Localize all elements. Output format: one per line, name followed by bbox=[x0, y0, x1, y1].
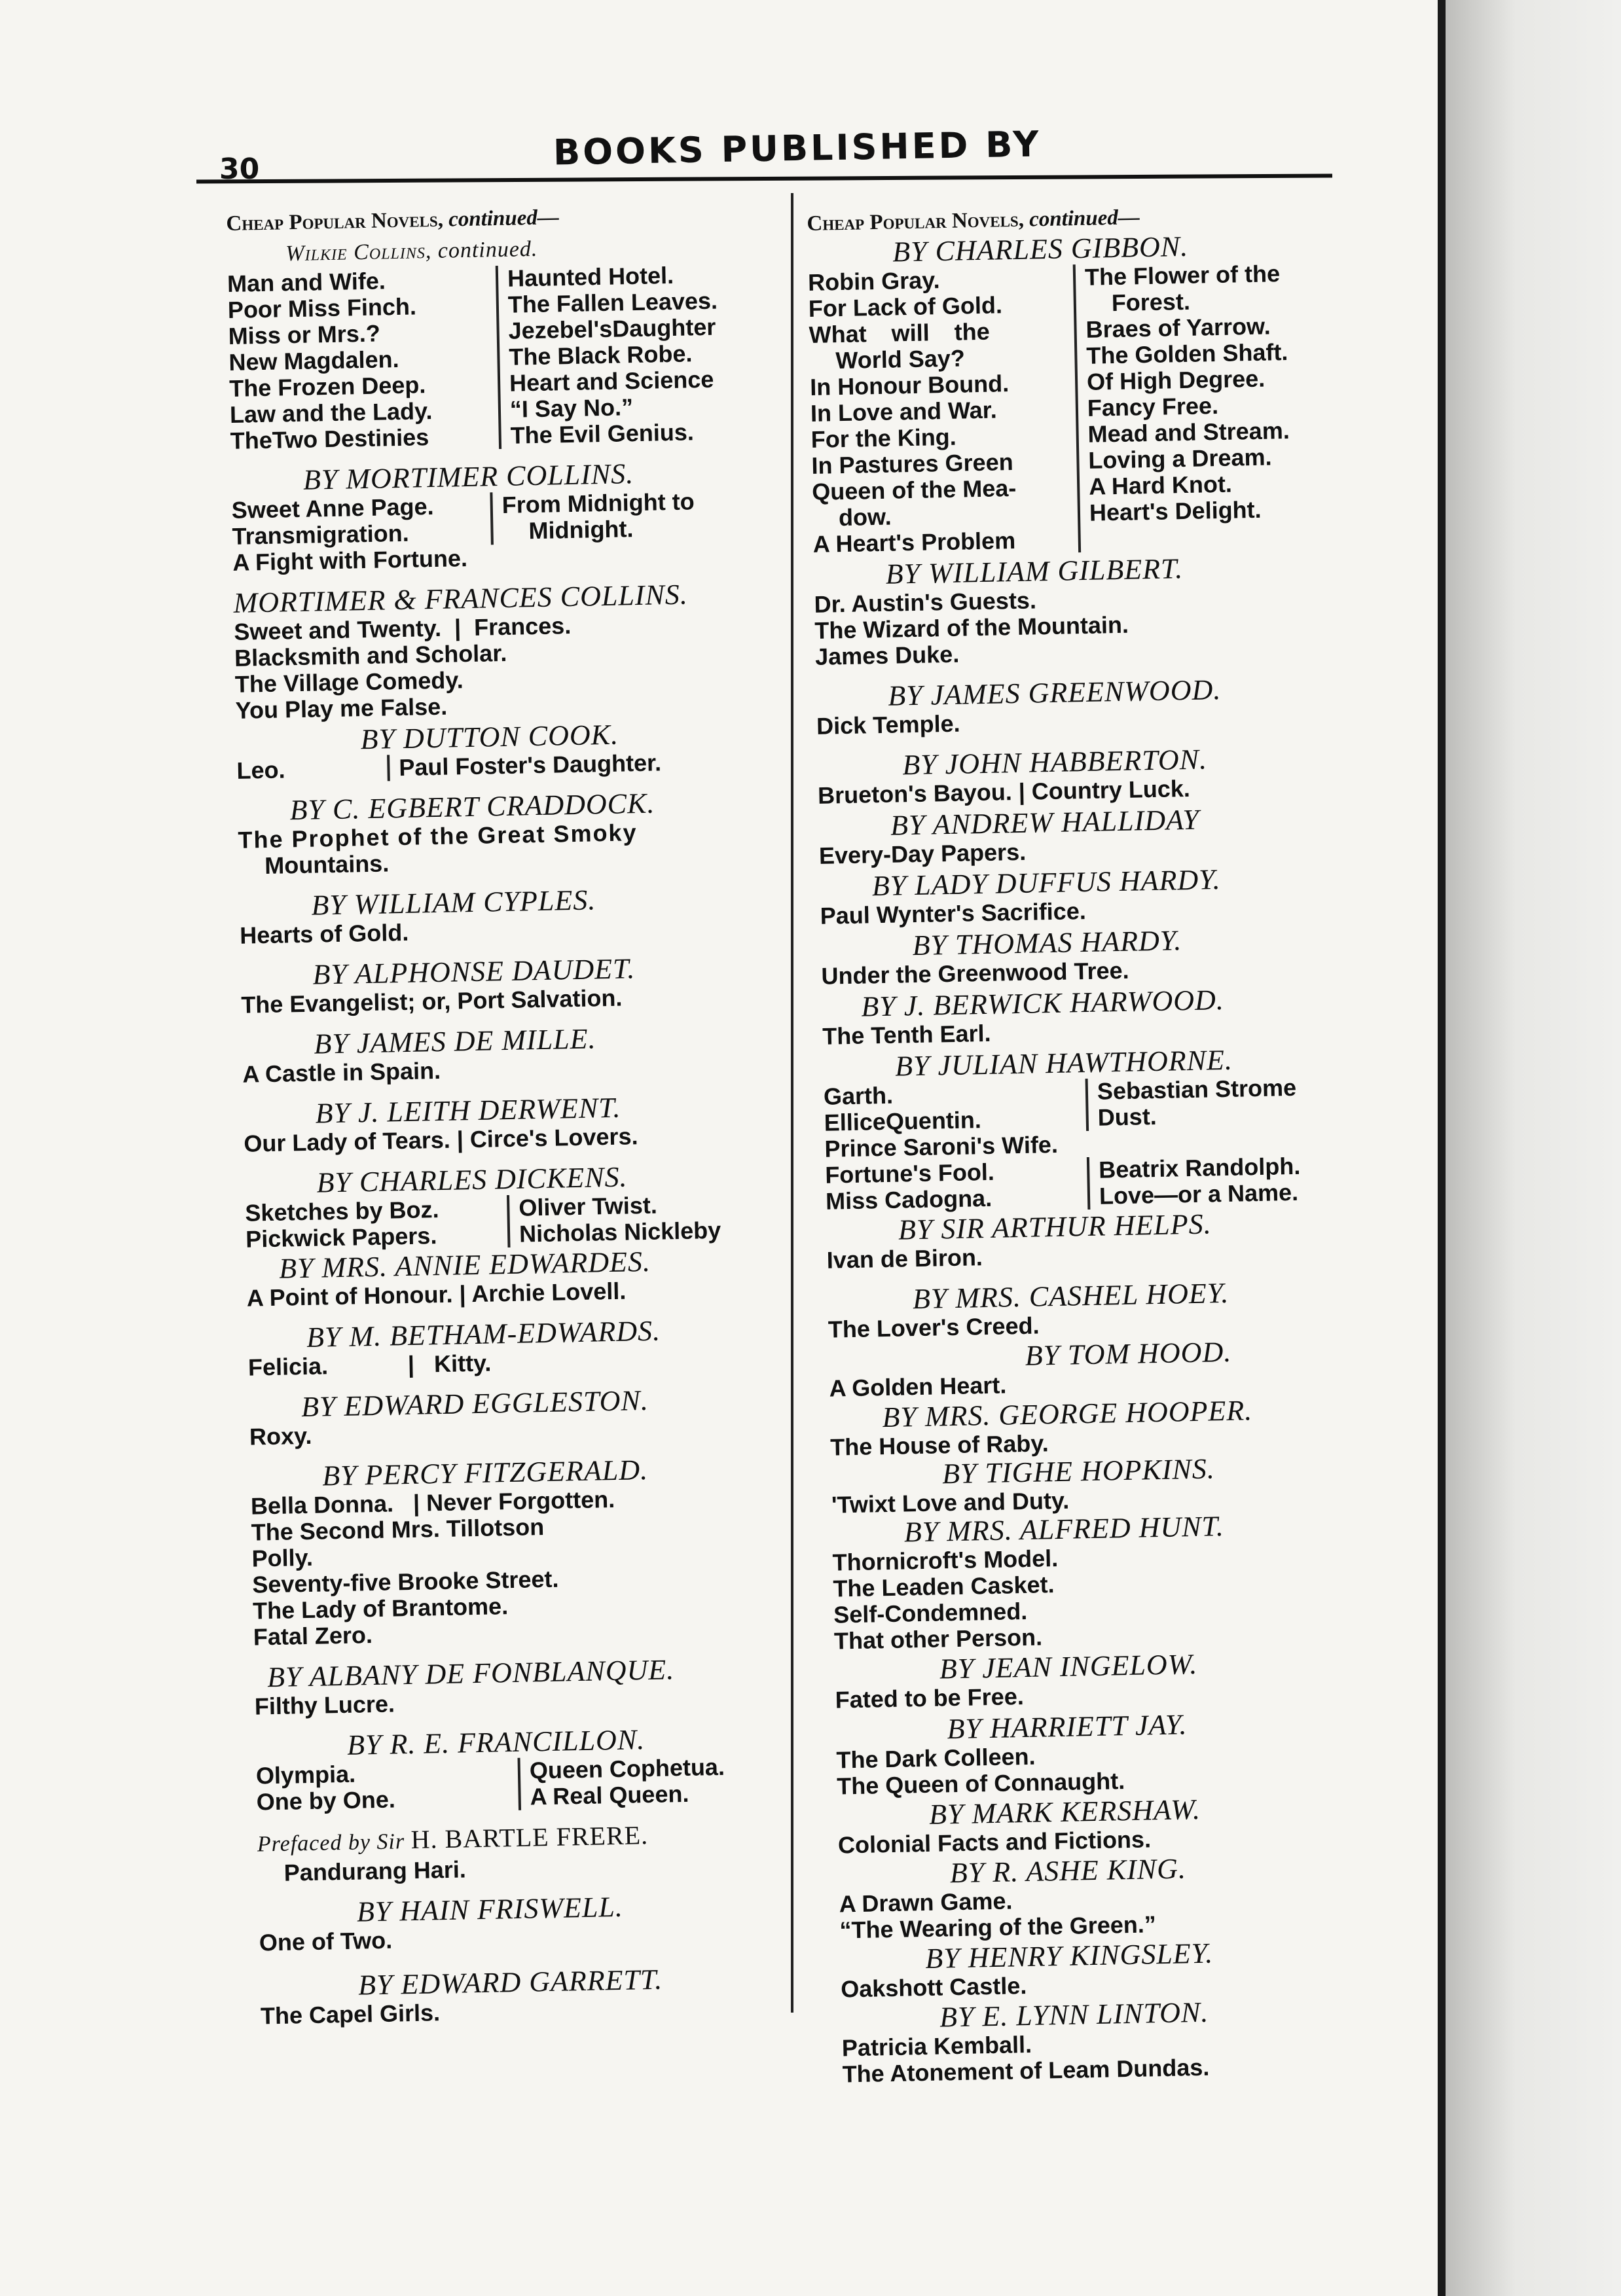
book-title: Dr. Austin's Guests. bbox=[814, 586, 1037, 618]
book-title: The Capel Girls. bbox=[260, 1999, 441, 2030]
book-title: dow. bbox=[838, 503, 892, 531]
book-title: Queen Cophetua. bbox=[529, 1753, 725, 1784]
book-title: Pandurang Hari. bbox=[283, 1856, 467, 1886]
book-title: The Evangelist; or, Port Salvation. bbox=[240, 984, 623, 1018]
book-title: Law and the Lady. bbox=[229, 397, 433, 428]
book-title: That other Person. bbox=[833, 1623, 1043, 1655]
page-shadow bbox=[1446, 0, 1621, 2296]
title-pair bbox=[245, 1189, 809, 1252]
title-pair bbox=[825, 1151, 1389, 1214]
author-heading: BY WILLIAM CYPLES. bbox=[310, 884, 596, 922]
book-title: The Lover's Creed. bbox=[828, 1312, 1040, 1343]
book-title: Fated to be Free. bbox=[835, 1683, 1025, 1713]
book-title: The Black Robe. bbox=[509, 340, 693, 370]
author-heading: BY THOMAS HARDY. bbox=[912, 924, 1182, 962]
book-title: Filthy Lucre. bbox=[254, 1690, 395, 1720]
book-title: Every-Day Papers. bbox=[818, 838, 1027, 869]
book-title: Paul Foster's Daughter. bbox=[399, 749, 662, 781]
book-title: Garth. bbox=[823, 1081, 894, 1110]
book-title: Braes of Yarrow. bbox=[1085, 312, 1271, 343]
author-heading: BY M. BETHAM-EDWARDS. bbox=[306, 1314, 661, 1354]
book-title: Self-Condemned. bbox=[833, 1597, 1028, 1628]
book-title: Robin Gray. bbox=[807, 266, 940, 296]
author-heading: BY JEAN INGELOW. bbox=[939, 1647, 1198, 1685]
book-title-line: Bella Donna. | Never Forgotten. bbox=[250, 1485, 615, 1520]
author-heading: BY R. ASHE KING. bbox=[949, 1852, 1187, 1890]
author-heading: BY CHARLES GIBBON. bbox=[892, 230, 1189, 268]
book-title: 'Twixt Love and Duty. bbox=[831, 1486, 1070, 1518]
book-title: The Dark Colleen. bbox=[836, 1742, 1036, 1774]
book-title: Jezebel'sDaughter bbox=[508, 313, 716, 344]
author-heading: MORTIMER & FRANCES COLLINS. bbox=[233, 578, 689, 619]
book-title: A Fight with Fortune. bbox=[232, 545, 468, 576]
book-title: Man and Wife. bbox=[227, 267, 386, 297]
book-title: Of High Degree. bbox=[1086, 365, 1266, 395]
book-title: The Golden Shaft. bbox=[1085, 338, 1288, 369]
book-title-line: Our Lady of Tears. | Circe's Lovers. bbox=[244, 1122, 638, 1157]
book-title: Beatrix Randolph. bbox=[1098, 1152, 1301, 1183]
book-title: A Drawn Game. bbox=[839, 1887, 1013, 1918]
book-title: Sketches by Boz. bbox=[245, 1196, 439, 1227]
book-title: In Honour Bound. bbox=[809, 370, 1010, 401]
book-title: “I Say No.” bbox=[509, 393, 634, 423]
page-edge bbox=[1438, 0, 1446, 2296]
book-title: Sebastian Strome bbox=[1097, 1073, 1297, 1105]
book-title: The Lady of Brantome. bbox=[252, 1592, 509, 1624]
book-title-line: | Kitty. bbox=[407, 1349, 492, 1378]
author-heading: BY C. EGBERT CRADDOCK. bbox=[289, 787, 655, 827]
book-title: The House of Raby. bbox=[829, 1429, 1049, 1461]
book-title: World Say? bbox=[835, 344, 966, 374]
book-title: The Frozen Deep. bbox=[228, 371, 426, 402]
book-title: Patricia Kemball. bbox=[841, 2030, 1032, 2062]
author-heading: BY DUTTON COOK. bbox=[360, 718, 619, 756]
book-title: Nicholas Nickleby bbox=[519, 1216, 721, 1247]
book-title: Ivan de Biron. bbox=[826, 1244, 983, 1274]
author-heading: BY J. LEITH DERWENT. bbox=[315, 1091, 621, 1130]
book-title: Pickwick Papers. bbox=[245, 1222, 437, 1253]
running-head: BOOKS PUBLISHED BY bbox=[553, 123, 1042, 173]
book-title: Mead and Stream. bbox=[1087, 416, 1290, 448]
author-heading: Wilkie Collins, continued. bbox=[285, 236, 538, 266]
book-title-line: Sweet and Twenty. | Frances. bbox=[233, 611, 572, 645]
book-title: The Second Mrs. Tillotson bbox=[251, 1513, 545, 1546]
book-title: For Lack of Gold. bbox=[808, 291, 1003, 322]
book-title: Dick Temple. bbox=[816, 709, 960, 740]
book-title: Paul Wynter's Sacrifice. bbox=[820, 897, 1087, 929]
book-title: TheTwo Destinies bbox=[230, 423, 429, 454]
right-column bbox=[807, 198, 1406, 2087]
book-title: The Leaden Casket. bbox=[833, 1571, 1055, 1602]
book-title: Miss or Mrs.? bbox=[228, 319, 381, 350]
author-heading: BY MARK KERSHAW. bbox=[928, 1793, 1201, 1831]
title-pair bbox=[808, 259, 1376, 557]
book-title-line: Brueton's Bayou. | Country Luck. bbox=[817, 774, 1191, 809]
book-title: Under the Greenwood Tree. bbox=[821, 956, 1129, 990]
book-title: Prince Saroni's Wife. bbox=[824, 1130, 1059, 1162]
book-title: The Tenth Earl. bbox=[822, 1019, 991, 1050]
book-title: Oliver Twist. bbox=[518, 1191, 658, 1221]
author-heading: BY PERCY FITZGERALD. bbox=[321, 1453, 649, 1492]
book-title: The Flower of the bbox=[1084, 260, 1281, 291]
author-heading: BY JAMES GREENWOOD. bbox=[887, 673, 1222, 712]
title-pair bbox=[256, 1752, 820, 1815]
page-header bbox=[219, 123, 1332, 186]
book-title: Olympia. bbox=[255, 1760, 356, 1789]
book-title: Transmigration. bbox=[232, 519, 409, 550]
book-title: Fortune's Fool. bbox=[824, 1158, 995, 1189]
title-pair bbox=[227, 260, 793, 454]
book-title: Heart and Science bbox=[509, 365, 714, 397]
book-title: Blacksmith and Scholar. bbox=[234, 639, 507, 672]
section-heading: Cheap Popular Novels, continued— bbox=[807, 206, 1140, 236]
book-title: The Atonement of Leam Dundas. bbox=[842, 2053, 1210, 2088]
book-title: ElliceQuentin. bbox=[824, 1106, 982, 1136]
book-title: Sweet Anne Page. bbox=[231, 492, 434, 524]
author-heading: BY CHARLES DICKENS. bbox=[316, 1160, 628, 1199]
author-heading: BY MRS. ALFRED HUNT. bbox=[903, 1510, 1225, 1549]
book-title: Felicia. bbox=[247, 1352, 329, 1381]
book-title: The Wizard of the Mountain. bbox=[814, 611, 1129, 644]
author-heading: BY HARRIETT JAY. bbox=[947, 1708, 1188, 1746]
author-heading: BY HAIN FRISWELL. bbox=[356, 1890, 624, 1928]
author-heading: BY R. E. FRANCILLON. bbox=[346, 1723, 646, 1761]
author-heading: BY JAMES DE MILLE. bbox=[314, 1022, 596, 1060]
book-title: Queen of the Mea- bbox=[811, 474, 1017, 505]
book-title: “The Wearing of the Green.” bbox=[839, 1910, 1157, 1944]
author-heading: BY EDWARD GARRETT. bbox=[357, 1963, 663, 2001]
book-title: The Prophet of the Great Smoky bbox=[238, 819, 638, 853]
page-number: 30 bbox=[219, 152, 260, 186]
book-title: Mountains. bbox=[264, 850, 390, 880]
book-title: Miss Cadogna. bbox=[825, 1184, 993, 1215]
book-title: A Golden Heart. bbox=[829, 1371, 1007, 1402]
book-title: The Village Comedy. bbox=[234, 666, 464, 698]
book-title: You Play me False. bbox=[235, 692, 448, 724]
book-title: Polly. bbox=[251, 1543, 314, 1572]
book-title: Seventy-five Brooke Street. bbox=[251, 1565, 559, 1598]
left-column bbox=[226, 198, 824, 2029]
author-heading: BY MRS. GEORGE HOOPER. bbox=[881, 1394, 1253, 1434]
book-title: Dust. bbox=[1097, 1102, 1157, 1131]
author-heading: BY ALPHONSE DAUDET. bbox=[312, 952, 636, 991]
book-title: Love—or a Name. bbox=[1099, 1178, 1299, 1210]
author-heading: BY JOHN HABBERTON. bbox=[902, 743, 1208, 781]
book-title: Thornicroft's Model. bbox=[832, 1545, 1059, 1576]
book-title: Oakshott Castle. bbox=[840, 1972, 1027, 2003]
book-title-line: A Point of Honour. | Archie Lovell. bbox=[246, 1277, 627, 1312]
author-heading: BY ANDREW HALLIDAY bbox=[890, 803, 1200, 842]
book-title: James Duke. bbox=[814, 640, 960, 670]
author-heading: BY ALBANY DE FONBLANQUE. bbox=[266, 1653, 675, 1694]
book-title: A Real Queen. bbox=[530, 1780, 689, 1810]
book-title: For the King. bbox=[810, 423, 957, 453]
section-heading: Cheap Popular Novels, continued— bbox=[226, 206, 560, 236]
book-title: Haunted Hotel. bbox=[507, 261, 674, 292]
book-title: A Castle in Spain. bbox=[242, 1056, 441, 1088]
author-heading: BY EDWARD EGGLESTON. bbox=[301, 1384, 649, 1424]
author-heading: BY SIR ARTHUR HELPS. bbox=[898, 1208, 1212, 1246]
book-title: Fancy Free. bbox=[1087, 391, 1219, 422]
book-title: A Heart's Problem bbox=[812, 526, 1016, 558]
book-title: The Queen of Connaught. bbox=[836, 1767, 1125, 1800]
book-title: Hearts of Gold. bbox=[239, 918, 409, 949]
book-title: In Pastures Green bbox=[811, 448, 1013, 479]
author-heading: BY JULIAN HAWTHORNE. bbox=[894, 1043, 1233, 1083]
author-heading: BY MRS. CASHEL HOEY. bbox=[912, 1276, 1229, 1316]
book-title: Midnight. bbox=[528, 515, 634, 545]
author-heading: BY LADY DUFFUS HARDY. bbox=[871, 863, 1222, 903]
author-heading: Prefaced by Sir H. BARTLE FRERE. bbox=[257, 1820, 649, 1857]
book-title: One of Two. bbox=[259, 1926, 393, 1956]
book-title: What will the bbox=[809, 317, 991, 348]
book-title: One by One. bbox=[256, 1785, 396, 1816]
book-title: Loving a Dream. bbox=[1088, 443, 1272, 474]
author-heading: BY J. BERWICK HARWOOD. bbox=[860, 983, 1225, 1023]
author-heading: BY WILLIAM GILBERT. bbox=[885, 552, 1184, 590]
book-title: Forest. bbox=[1111, 287, 1191, 317]
book-title: From Midnight to bbox=[501, 488, 695, 518]
author-heading: BY MORTIMER COLLINS. bbox=[302, 457, 634, 496]
author-heading: BY MRS. ANNIE EDWARDES. bbox=[278, 1245, 651, 1285]
book-title: New Magdalen. bbox=[228, 345, 399, 376]
book-title: Leo. bbox=[236, 756, 285, 784]
author-heading: BY E. LYNN LINTON. bbox=[939, 1996, 1209, 2034]
author-heading: BY TIGHE HOPKINS. bbox=[941, 1452, 1216, 1490]
book-title: Poor Miss Finch. bbox=[227, 293, 417, 323]
author-heading: BY TOM HOOD. bbox=[1025, 1335, 1232, 1372]
author-heading: BY HENRY KINGSLEY. bbox=[924, 1937, 1214, 1975]
book-title: In Love and War. bbox=[810, 396, 998, 427]
book-title: A Hard Knot. bbox=[1088, 470, 1233, 500]
book-title: Heart's Delight. bbox=[1089, 495, 1262, 526]
book-title: Roxy. bbox=[249, 1422, 312, 1450]
book-title: Colonial Facts and Fictions. bbox=[837, 1825, 1152, 1859]
book-title: The Fallen Leaves. bbox=[507, 287, 718, 318]
book-title: The Evil Genius. bbox=[510, 418, 695, 449]
book-title: Fatal Zero. bbox=[253, 1621, 373, 1651]
